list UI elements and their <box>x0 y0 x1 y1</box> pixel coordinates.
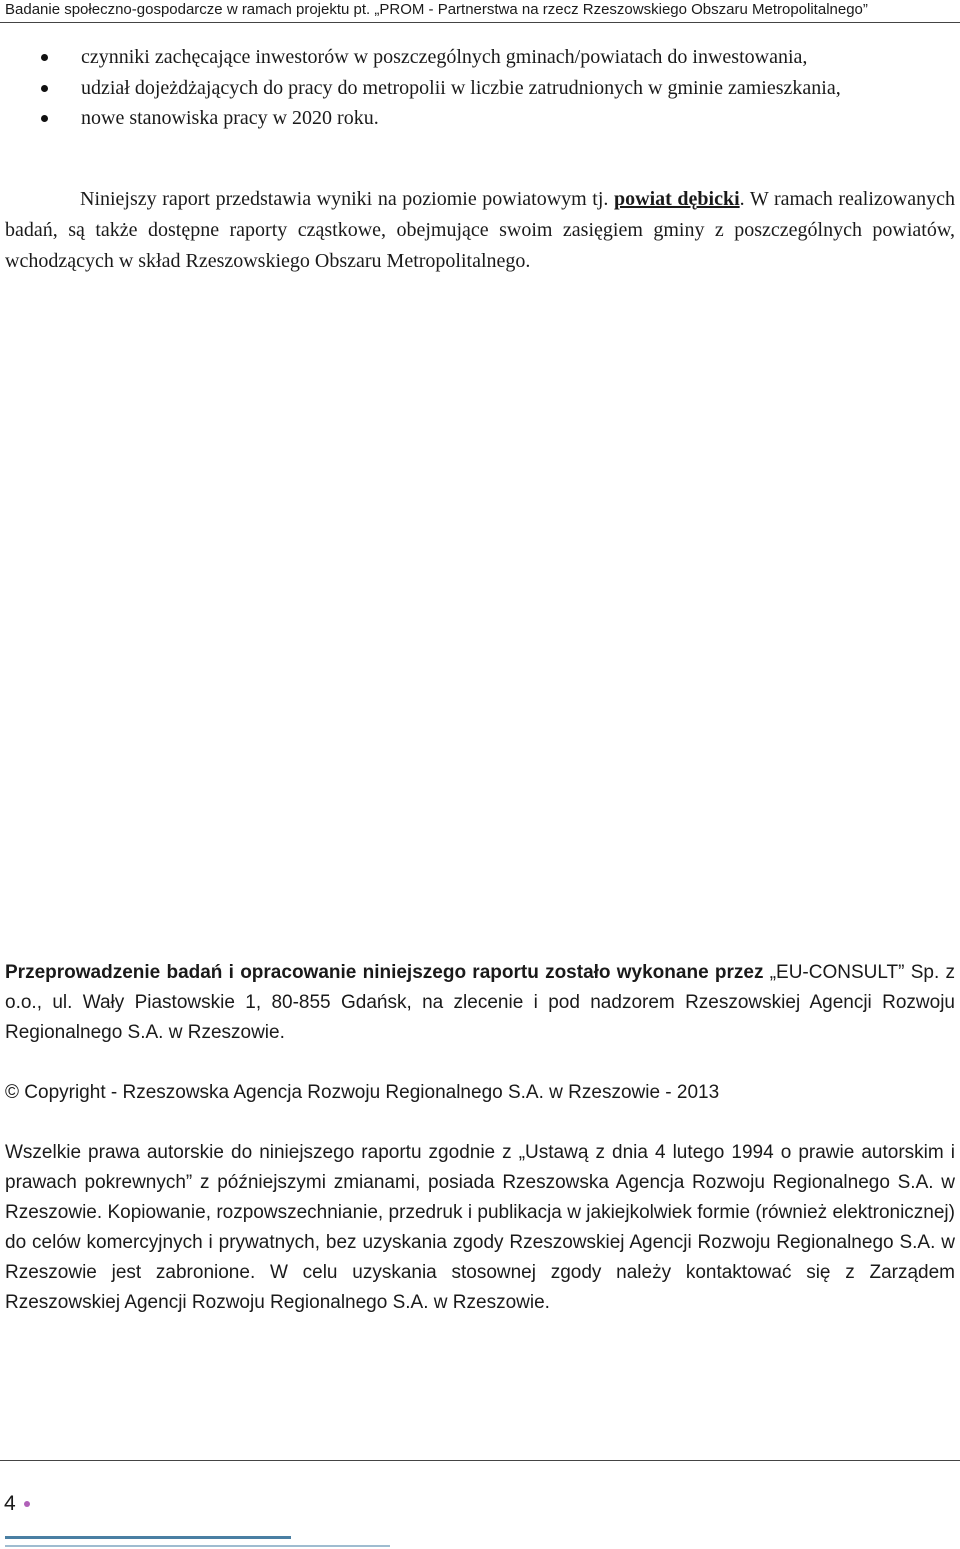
bullet-icon <box>41 54 48 61</box>
list-item-text: udział dojeżdżających do pracy do metropolii w liczbie zatrudnionych w gminie zamieszkania, <box>81 76 841 99</box>
rights-paragraph: Wszelkie prawa autorskie do niniejszego raportu zgodnie z „Ustawą z dnia 4 lutego 1994 o prawie autorskim i prawach pokrewnych” z późniejszymi zmianami, posiada Rzeszowska Agencja Rozwoju Regionalnego S.A. w Rzeszowie. Kopiowanie, rozpowszechnianie, przedruk i publikacja w jakiejkolwiek formie (również elektronicznej) do celów komercyjnych i prywatnych, bez uzyskania zgody Rzeszowskiej Agencji Rozwoju Regionalnego S.A. w Rzeszowie jest zabronione. W celu uzyskania stosownej zgody należy kontaktować się z Zarządem Rzeszowskiej Agencji Rozwoju Regionalnego S.A. w Rzeszowie. <box>5 1142 955 1313</box>
bullet-icon <box>41 115 48 122</box>
footer-decoration-line <box>5 1536 291 1539</box>
intro-paragraph <box>5 184 955 277</box>
page-dot-icon <box>24 1501 30 1507</box>
page-number: 4 <box>4 1492 16 1515</box>
credit-bold-text: Przeprowadzenie badań i opracowanie niniejszego raportu zostało wykonane przez <box>5 962 764 983</box>
footer-decoration-line-light <box>5 1545 390 1547</box>
bullet-icon <box>41 85 48 92</box>
intro-text-end: . W ramach realizowanych badań, są także dostępne raporty cząstkowe, obejmujące swoim zasięgiem gminy z poszczególnych powiatów, wchodzących w skład Rzeszowskiego Obszaru Metropolitalnego. <box>5 188 955 272</box>
list-item <box>0 42 960 73</box>
list-item-text: nowe stanowiska pracy w 2020 roku. <box>81 107 379 129</box>
footer-divider <box>0 1460 960 1461</box>
list-item-text: czynniki zachęcające inwestorów w poszczególnych gminach/powiatach do inwestowania, <box>81 46 808 68</box>
running-header: Badanie społeczno-gospodarcze w ramach projektu pt. „PROM - Partnerstwa na rzecz Rzeszowskiego Obszaru Metropolitalnego” <box>5 1 868 18</box>
credit-paragraph <box>5 958 955 1048</box>
copyright-notice: © Copyright - Rzeszowska Agencja Rozwoju Regionalnego S.A. w Rzeszowie - 2013 <box>5 1082 720 1103</box>
list-item <box>0 103 960 134</box>
list-item <box>0 73 960 104</box>
header-divider <box>0 22 960 23</box>
intro-text-start: Niniejszy raport przedstawia wyniki na poziomie powiatowym tj. <box>80 188 615 210</box>
highlighted-district: powiat dębicki <box>614 188 740 210</box>
credit-text: „EU-CONSULT” Sp. z o.o., ul. Wały Piastowskie 1, 80-855 Gdańsk, na zlecenie i pod nadzorem Rzeszowskiej Agencji Rozwoju Regionalnego S.A. w Rzeszowie. <box>5 962 955 1043</box>
bullet-list <box>0 42 960 134</box>
